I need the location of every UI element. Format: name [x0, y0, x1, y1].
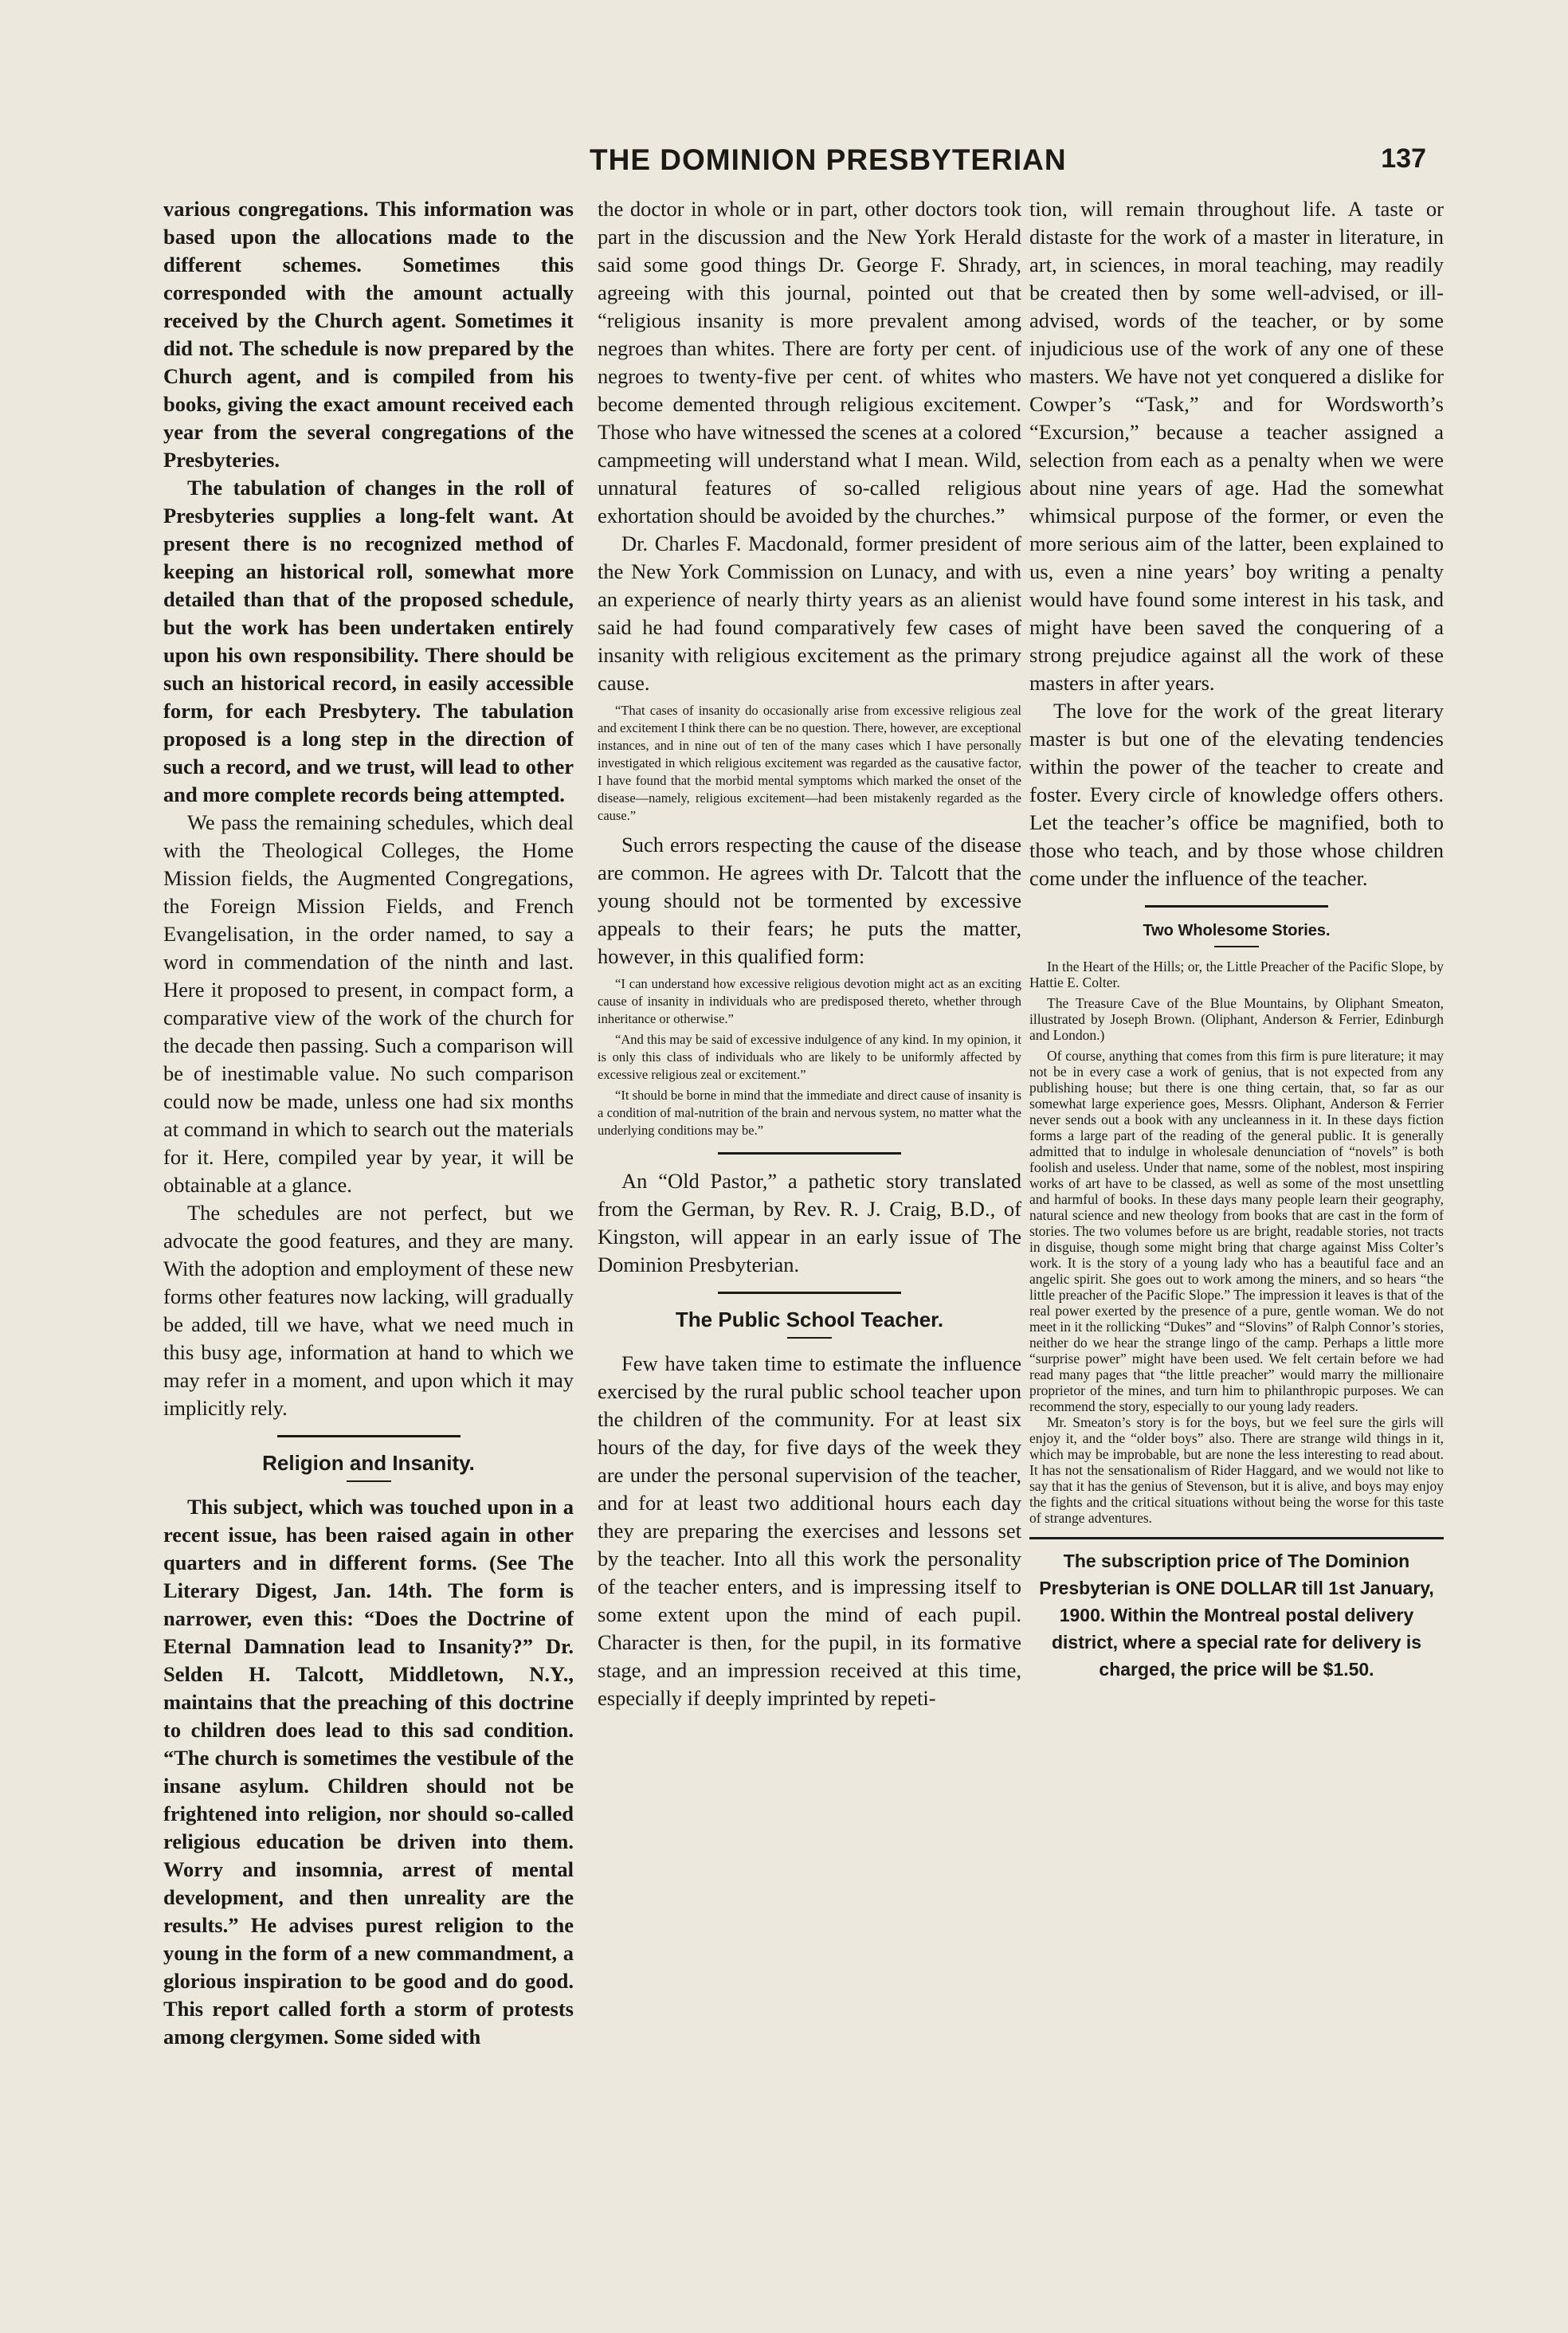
column-right — [1029, 195, 1444, 2299]
article-paragraph: The schedules are not perfect, but we advocate the good features, and they are many. With the adoption and employment of these new forms other features now lacking, will gradually be added, till we have, what we need much in this busy age, information at hand to which we may refer in a moment, and upon which it may implicitly rely. — [163, 1201, 574, 1420]
page-header — [590, 143, 1426, 191]
article-paragraph: various congregations. This information was based upon the allocations made to the different schemes. Sometimes this corresponded with the amount actually received by the Church agent. Sometimes it did not. The schedule is now prepared by the Church agent, and is compiled from his books, giving the exact amount received each year from the several congregations of the Presbyteries. — [163, 197, 574, 472]
section-divider — [718, 1292, 901, 1294]
article-paragraph: Such errors respecting the cause of the disease are common. He agrees with Dr. Talcott that the young should not be tormented by excessive appeals to their fears; he puts the matter, however, in this qualified form: — [598, 833, 1021, 968]
heading-rule — [787, 1337, 832, 1339]
review-paragraph: Mr. Smeaton’s story is for the boys, but we feel sure the girls will enjoy it, and the “older boys” also. There are strange wild things in it, which may be improbable, but are none the less interesting to read about. It has not the sensationalism of Rider Haggard, and we would not like to say that it has the genius of Stevenson, but it is alive, and boys may enjoy the fights and the critical situations without being the worse for this taste of strange adventures. — [1029, 1414, 1444, 1526]
column-left — [163, 195, 574, 2299]
subscription-notice: The subscription price of The Dominion Presbyterian is ONE DOLLAR till 1st January, 1900. Within the Montreal postal delivery district, where a special rate for delivery is charged, the price will be $1.50. — [1039, 1551, 1434, 1680]
article-heading-public-school-teacher: The Public School Teacher. — [675, 1308, 944, 1331]
article-paragraph: Dr. Charles F. Macdonald, former president of the New York Commission on Lunacy, and with an experience of nearly thirty years as an alienist said he had found comparatively few cases of insanity with religious excitement as the primary cause. — [598, 531, 1021, 695]
article-paragraph: tion, will remain throughout life. A taste or distaste for the work of a master in literature, in art, in sciences, in moral teaching, may readily be created then by some well-advised, or ill-advised, words of the teacher, or by some injudicious use of the work of any one of these masters. We have not yet conquered a dislike for Cowper’s “Task,” and for Wordsworth’s “Excursion,” because a teacher assigned a selection from each as a penalty when we were about nine years of age. Had the somewhat whimsical purpose of the former, or even the more serious aim of the latter, been explained to us, even a nine years’ boy writing a penalty would have found some interest in his task, and might have been saved the conquering of a strong prejudice against all the work of these masters in after years. — [1029, 197, 1444, 695]
article-heading-two-wholesome-stories: Two Wholesome Stories. — [1143, 922, 1331, 939]
book-entry: In the Heart of the Hills; or, the Little Preacher of the Pacific Slope, by Hattie E. Colter. — [1029, 959, 1444, 990]
heading-rule — [1214, 946, 1259, 947]
book-entry: The Treasure Cave of the Blue Mountains, by Oliphant Smeaton, illustrated by Joseph Brown. (Oliphant, Anderson & Ferrier, Edinburgh and London.) — [1029, 995, 1444, 1043]
page-number: 137 — [1381, 143, 1426, 174]
notice-divider — [1029, 1537, 1444, 1539]
article-paragraph: We pass the remaining schedules, which deal with the Theological Colleges, the Home Mission fields, the Augmented Congregations, the Foreign Mission Fields, and French Evangelisation, in the order named, to say a word in commendation of the ninth and last. Here it proposed to present, in compact form, a comparative view of the work of the church for the decade then passing. Such a comparison will be of inestimable value. No such comparison could now be made, unless one had six months at command in which to search out the materials for it. Here, compiled year by year, it will be obtainable at a glance. — [163, 810, 574, 1197]
quoted-passage: “I can understand how excessive religious devotion might act as an exciting cause of insanity in individuals who are predisposed thereto, whether through inheritance or otherwise.” — [598, 976, 1021, 1026]
review-paragraph: Of course, anything that comes from this firm is pure literature; it may not be in every case a work of genius, that is not expected from any publishing house; but there is one thing certain, that, so far as our somewhat large experience goes, Messrs. Oliphant, Anderson & Ferrier never sends out a book with any uncleanness in it. In these days fiction forms a large part of the reading of the general public. It is generally admitted that to indulge in wholesale denunciation of “novels” is both foolish and useless. Under that name, some of the noblest, most inspiring works of art have to be classed, as well as some of the most unsettling and harmful of books. In these days many people learn their geography, natural science and new theology from books that are cast in the form of stories. The two volumes before us are bright, readable stories, not tracts in disguise, though some might bring that charge against Miss Colter’s work. It is the story of a young lady who has a beautiful face and an angelic spirit. She goes out to work among the miners, and so hears “the little preacher of the Pacific Slope.” The impression it leaves is that of the real power exerted by the presence of a pure, gentle woman. We do not meet in it the rollicking “Dukes” and “Slovins” of Ralph Connor’s stories, neither do we hear the strange lingo of the camp. Perhaps a little more “surprise power” might have been used. We felt certain before we had read many pages that “the little preacher” would marry the millionaire proprietor of the mines, and turn him to philanthropic purposes. We can recommend the story, especially to our young lady readers. — [1029, 1048, 1444, 1414]
quoted-passage: “And this may be said of excessive indulgence of any kind. In my opinion, it is only this class of individuals who are likely to be uniformly affected by excessive religious zeal or excitement.” — [598, 1032, 1021, 1082]
section-divider — [1145, 905, 1328, 908]
article-paragraph: This subject, which was touched upon in a recent issue, has been raised again in other quarters and in different forms. (See The Literary Digest, Jan. 14th. The form is narrower, even this: “Does the Doctrine of Eternal Damnation lead to Insanity?” Dr. Selden H. Talcott, Middletown, N.Y., maintains that the preaching of this doctrine to children does lead to this sad condition. “The church is sometimes the vestibule of the insane asylum. Children should not be frightened into religion, nor should so-called religious education be driven into them. Worry and insomnia, arrest of mental development, and then unreality are the results.” He advises purest religion to the young in the form of a new commandment, a glorious inspiration to be good and do good. This report called forth a storm of protests among clergymen. Some sided with — [163, 1495, 574, 2049]
quoted-passage: “It should be borne in mind that the immediate and direct cause of insanity is a condition of mal-nutrition of the brain and nervous system, no matter what the underlying conditions may be.” — [598, 1088, 1021, 1138]
running-title: THE DOMINION PRESBYTERIAN — [590, 143, 1067, 176]
quoted-passage: “That cases of insanity do occasionally arise from excessive religious zeal and excitement I think there can be no question. There, however, are exceptional instances, and in nine out of ten of the many cases which I have personally investigated in which religious excitement was regarded as the causative factor, I have found that the morbid mental symptoms which marked the onset of the disease—namely, religious excitement—had been mistakenly regarded as the cause.” — [598, 703, 1021, 823]
section-divider — [718, 1152, 901, 1155]
article-paragraph: the doctor in whole or in part, other doctors took part in the discussion and the New York Herald said some good things Dr. George F. Shrady, agreeing with this journal, pointed out that “religious insanity is more prevalent among negroes than whites. There are forty per cent. of negroes to twenty-five per cent. of whites who become demented through religious excitement. Those who have witnessed the scenes at a colored campmeeting will understand what I mean. Wild, unnatural features of so-called religious exhortation should be avoided by the churches.” — [598, 197, 1021, 527]
article-paragraph: The tabulation of changes in the roll of Presbyteries supplies a long-felt want. At present there is no recognized method of keeping an historical roll, somewhat more detailed than that of the proposed schedule, but the work has been undertaken entirely upon his own responsibility. There should be such an historical record, in easily accessible form, for each Presbytery. The tabulation proposed is a long step in the direction of such a record, and we trust, will lead to other and more complete records being attempted. — [163, 476, 574, 806]
article-paragraph: The love for the work of the great literary master is but one of the elevating tendencies within the power of the teacher to create and foster. Every circle of knowledge offers others. Let the teacher’s office be magnified, both to those who teach, and by those whose children come under the influence of the teacher. — [1029, 699, 1444, 890]
article-paragraph: An “Old Pastor,” a pathetic story translated from the German, by Rev. R. J. Craig, B.D., of Kingston, will appear in an early issue of The Dominion Presbyterian. — [598, 1169, 1021, 1276]
article-paragraph: Few have taken time to estimate the influence exercised by the rural public school teacher upon the children of the community. For at least six hours of the day, for five days of the week they are under the personal supervision of the teacher, and for at least two additional hours each day they are preparing the exercises and lessons set by the teacher. Into all this work the personality of the teacher enters, and is impressing itself to some extent upon the mind of each pupil. Character is then, for the pupil, in its formative stage, and an impression received at this time, especially if deeply imprinted by repeti- — [598, 1351, 1021, 1710]
section-divider — [277, 1435, 461, 1437]
column-middle — [598, 195, 1021, 2299]
heading-rule — [347, 1480, 391, 1482]
article-heading-religion-and-insanity: Religion and Insanity. — [262, 1451, 475, 1475]
